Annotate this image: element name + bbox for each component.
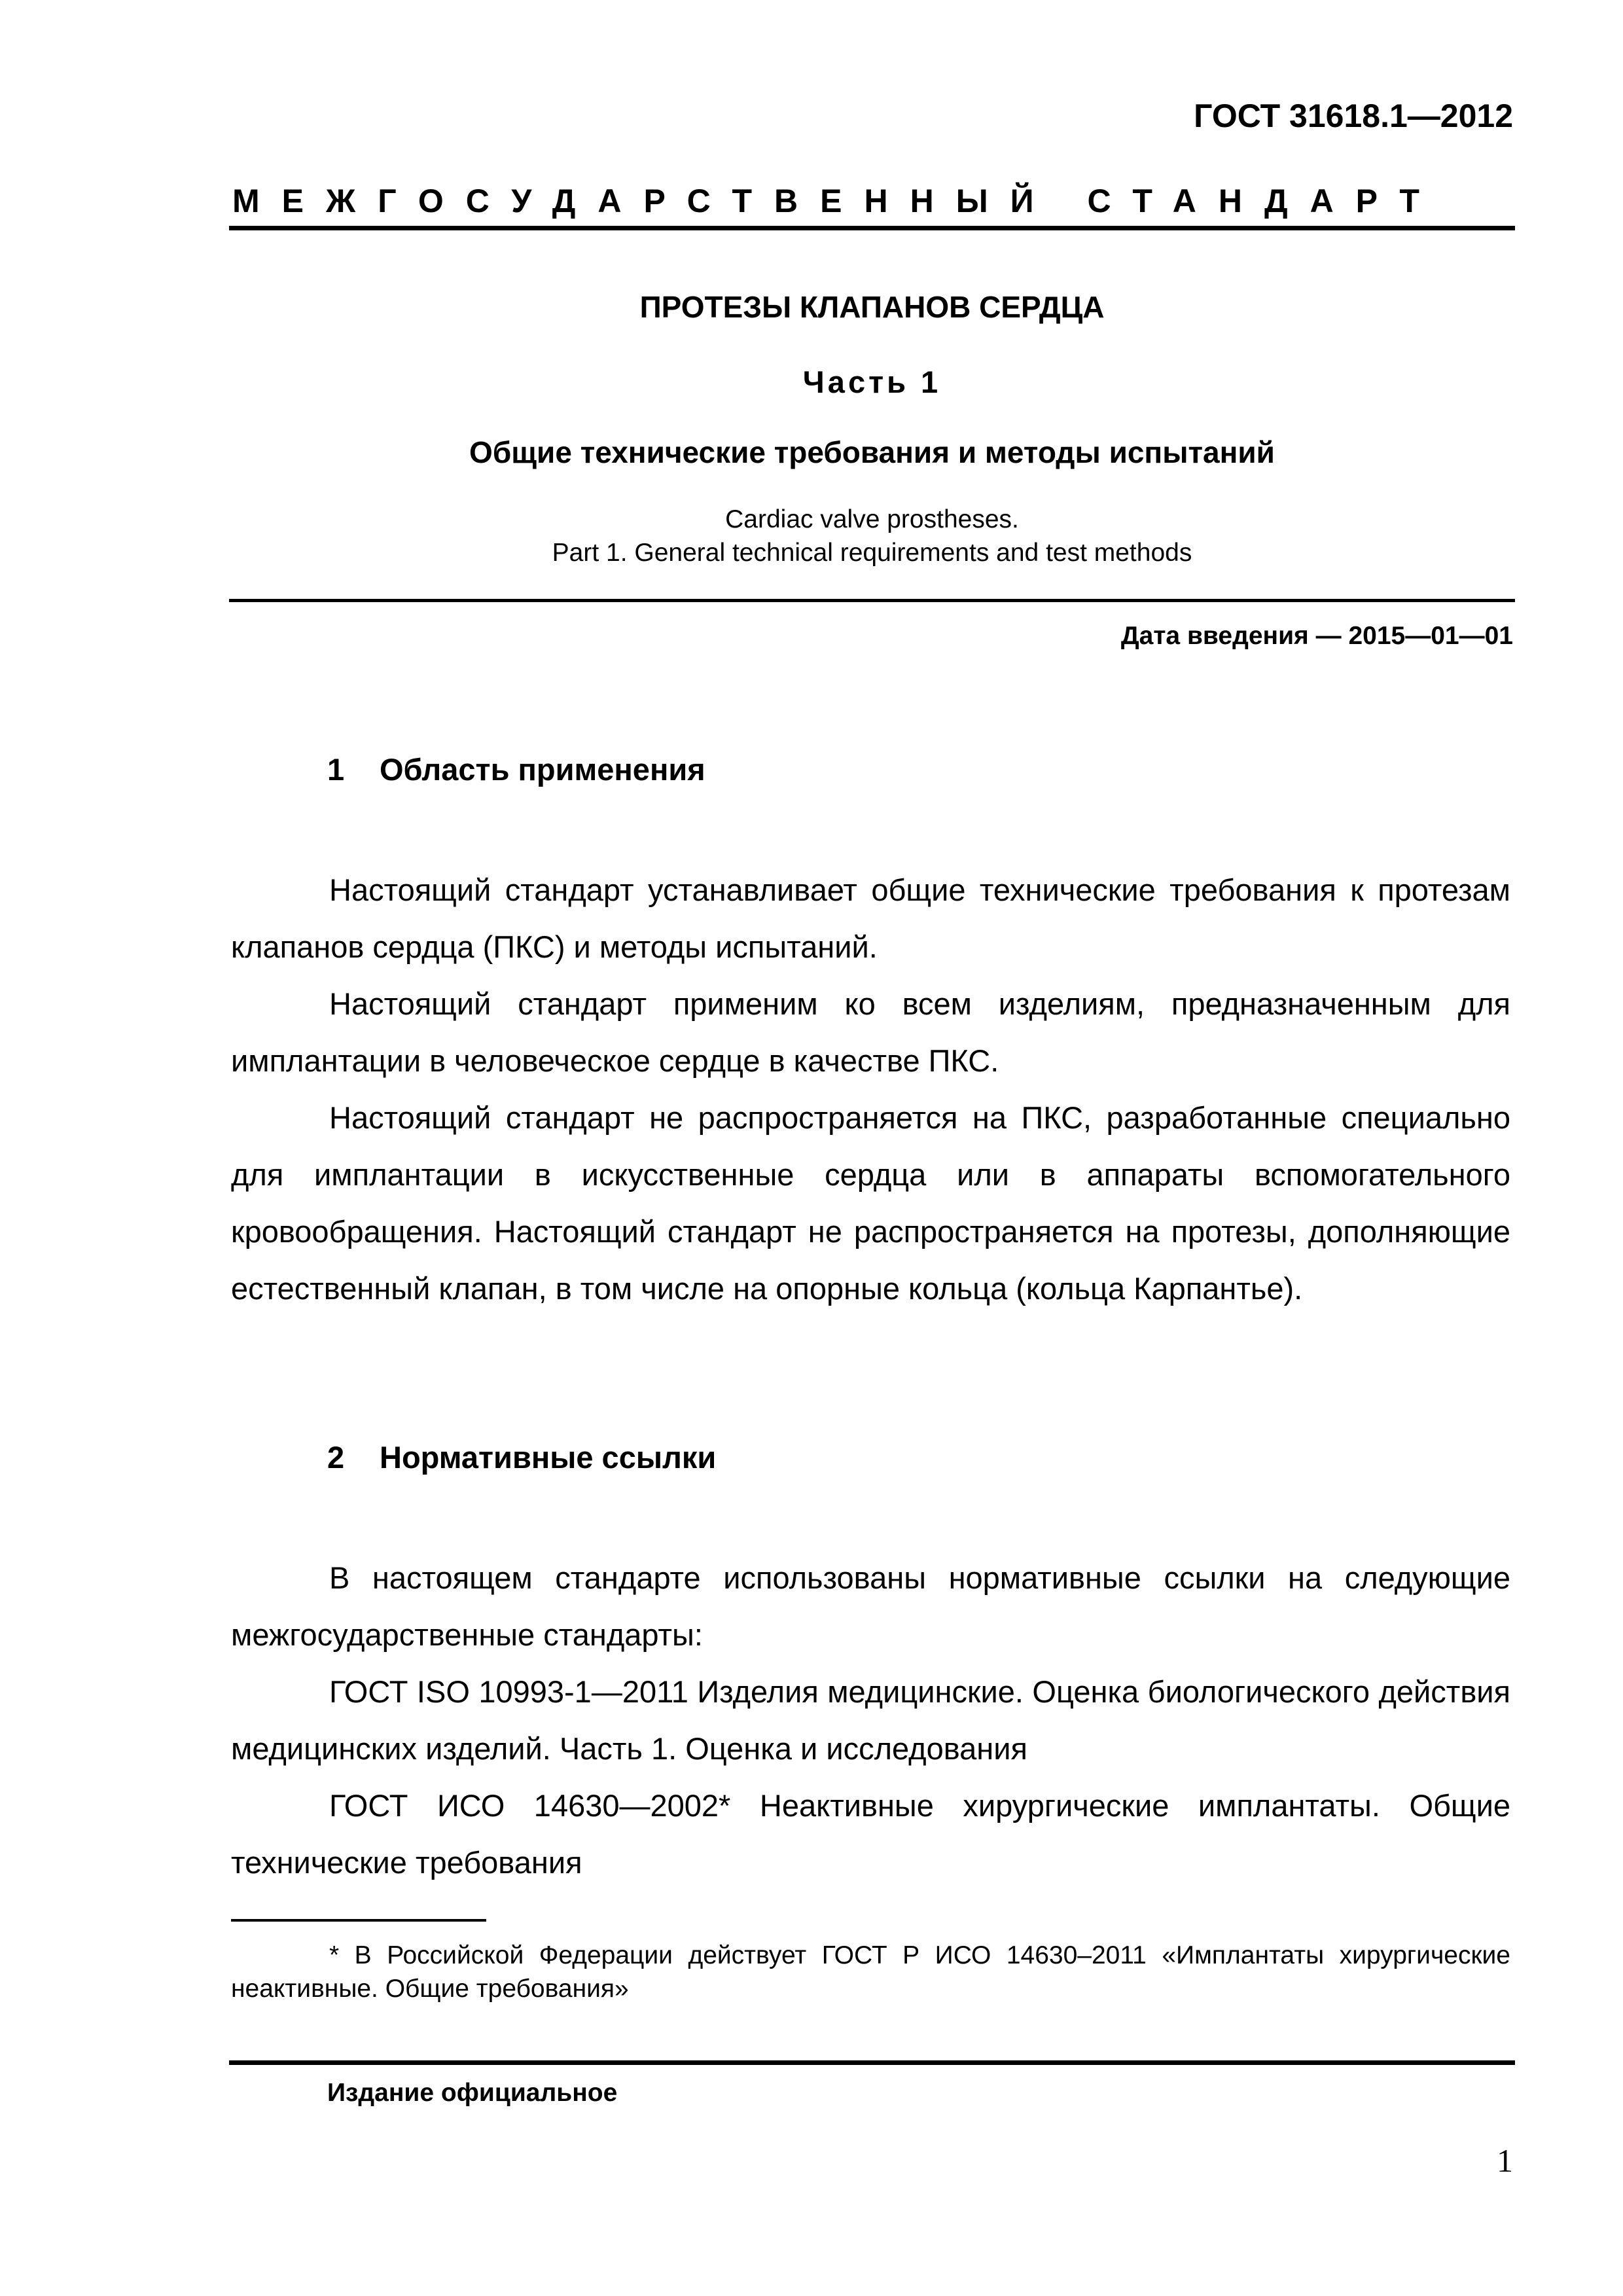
paragraph: Настоящий стандарт применим ко всем изделиям, предназначенным для имплантации в человеческое сердце в качестве ПКС. — [231, 986, 1510, 1078]
section-title: Область применения — [380, 752, 705, 787]
english-title — [229, 503, 1515, 569]
paragraph: ГОСТ ИСО 14630—2002* Неактивные хирургические имплантаты. Общие технические требования — [231, 1788, 1510, 1880]
header-divider — [229, 226, 1515, 230]
section-number: 2 — [327, 1440, 345, 1475]
introduction-date: Дата введения — 2015—01—01 — [1120, 622, 1513, 650]
section-title: Нормативные ссылки — [380, 1440, 717, 1475]
footnote-separator — [231, 1919, 486, 1922]
document-number: ГОСТ 31618.1—2012 — [1194, 98, 1513, 134]
page-number: 1 — [1497, 2142, 1513, 2179]
section-body-scope — [231, 861, 1510, 1317]
paragraph: Настоящий стандарт устанавливает общие технические требования к протезам клапанов сердца (ПКС) и методы испытаний. — [231, 872, 1510, 964]
title-divider — [229, 599, 1515, 602]
section-body-normative-references — [231, 1549, 1510, 1891]
english-title-line-1: Cardiac valve prostheses. — [725, 505, 1019, 533]
paragraph: ГОСТ ISO 10993-1—2011 Изделия медицинские. Оценка биологического действия медицинских изделий. Часть 1. Оценка и исследования — [231, 1674, 1510, 1766]
document-subtitle: Общие технические требования и методы испытаний — [469, 435, 1275, 469]
section-heading-scope — [327, 751, 705, 787]
section-number: 1 — [327, 752, 345, 787]
paragraph: В настоящем стандарте использованы нормативные ссылки на следующие межгосударственные стандарты: — [231, 1560, 1510, 1652]
standard-type-banner: МЕЖГОСУДАРСТВЕННЫЙ СТАНДАРТ — [232, 183, 1442, 219]
english-title-line-2: Part 1. General technical requirements and test methods — [552, 539, 1192, 567]
footer-divider — [229, 2060, 1515, 2065]
paragraph: Настоящий стандарт не распространяется на ПКС, разработанные специально для имплантации в искусственные сердца или в аппараты вспомогательного кровообращения. Настоящий стандарт не распространяется на протезы, дополняющие естественный клапан, в том числе на опорные кольца (кольца Карпантье). — [231, 1100, 1510, 1306]
document-title: ПРОТЕЗЫ КЛАПАНОВ СЕРДЦА — [639, 290, 1105, 324]
edition-label: Издание официальное — [327, 2079, 618, 2107]
footnote — [231, 1939, 1510, 2005]
footnote-text: * В Российской Федерации действует ГОСТ Р ИСО 14630–2011 «Имплантаты хирургические неактивные. Общие требования» — [231, 1941, 1510, 2003]
document-part: Часть 1 — [802, 365, 942, 399]
section-heading-normative-references — [327, 1439, 716, 1475]
